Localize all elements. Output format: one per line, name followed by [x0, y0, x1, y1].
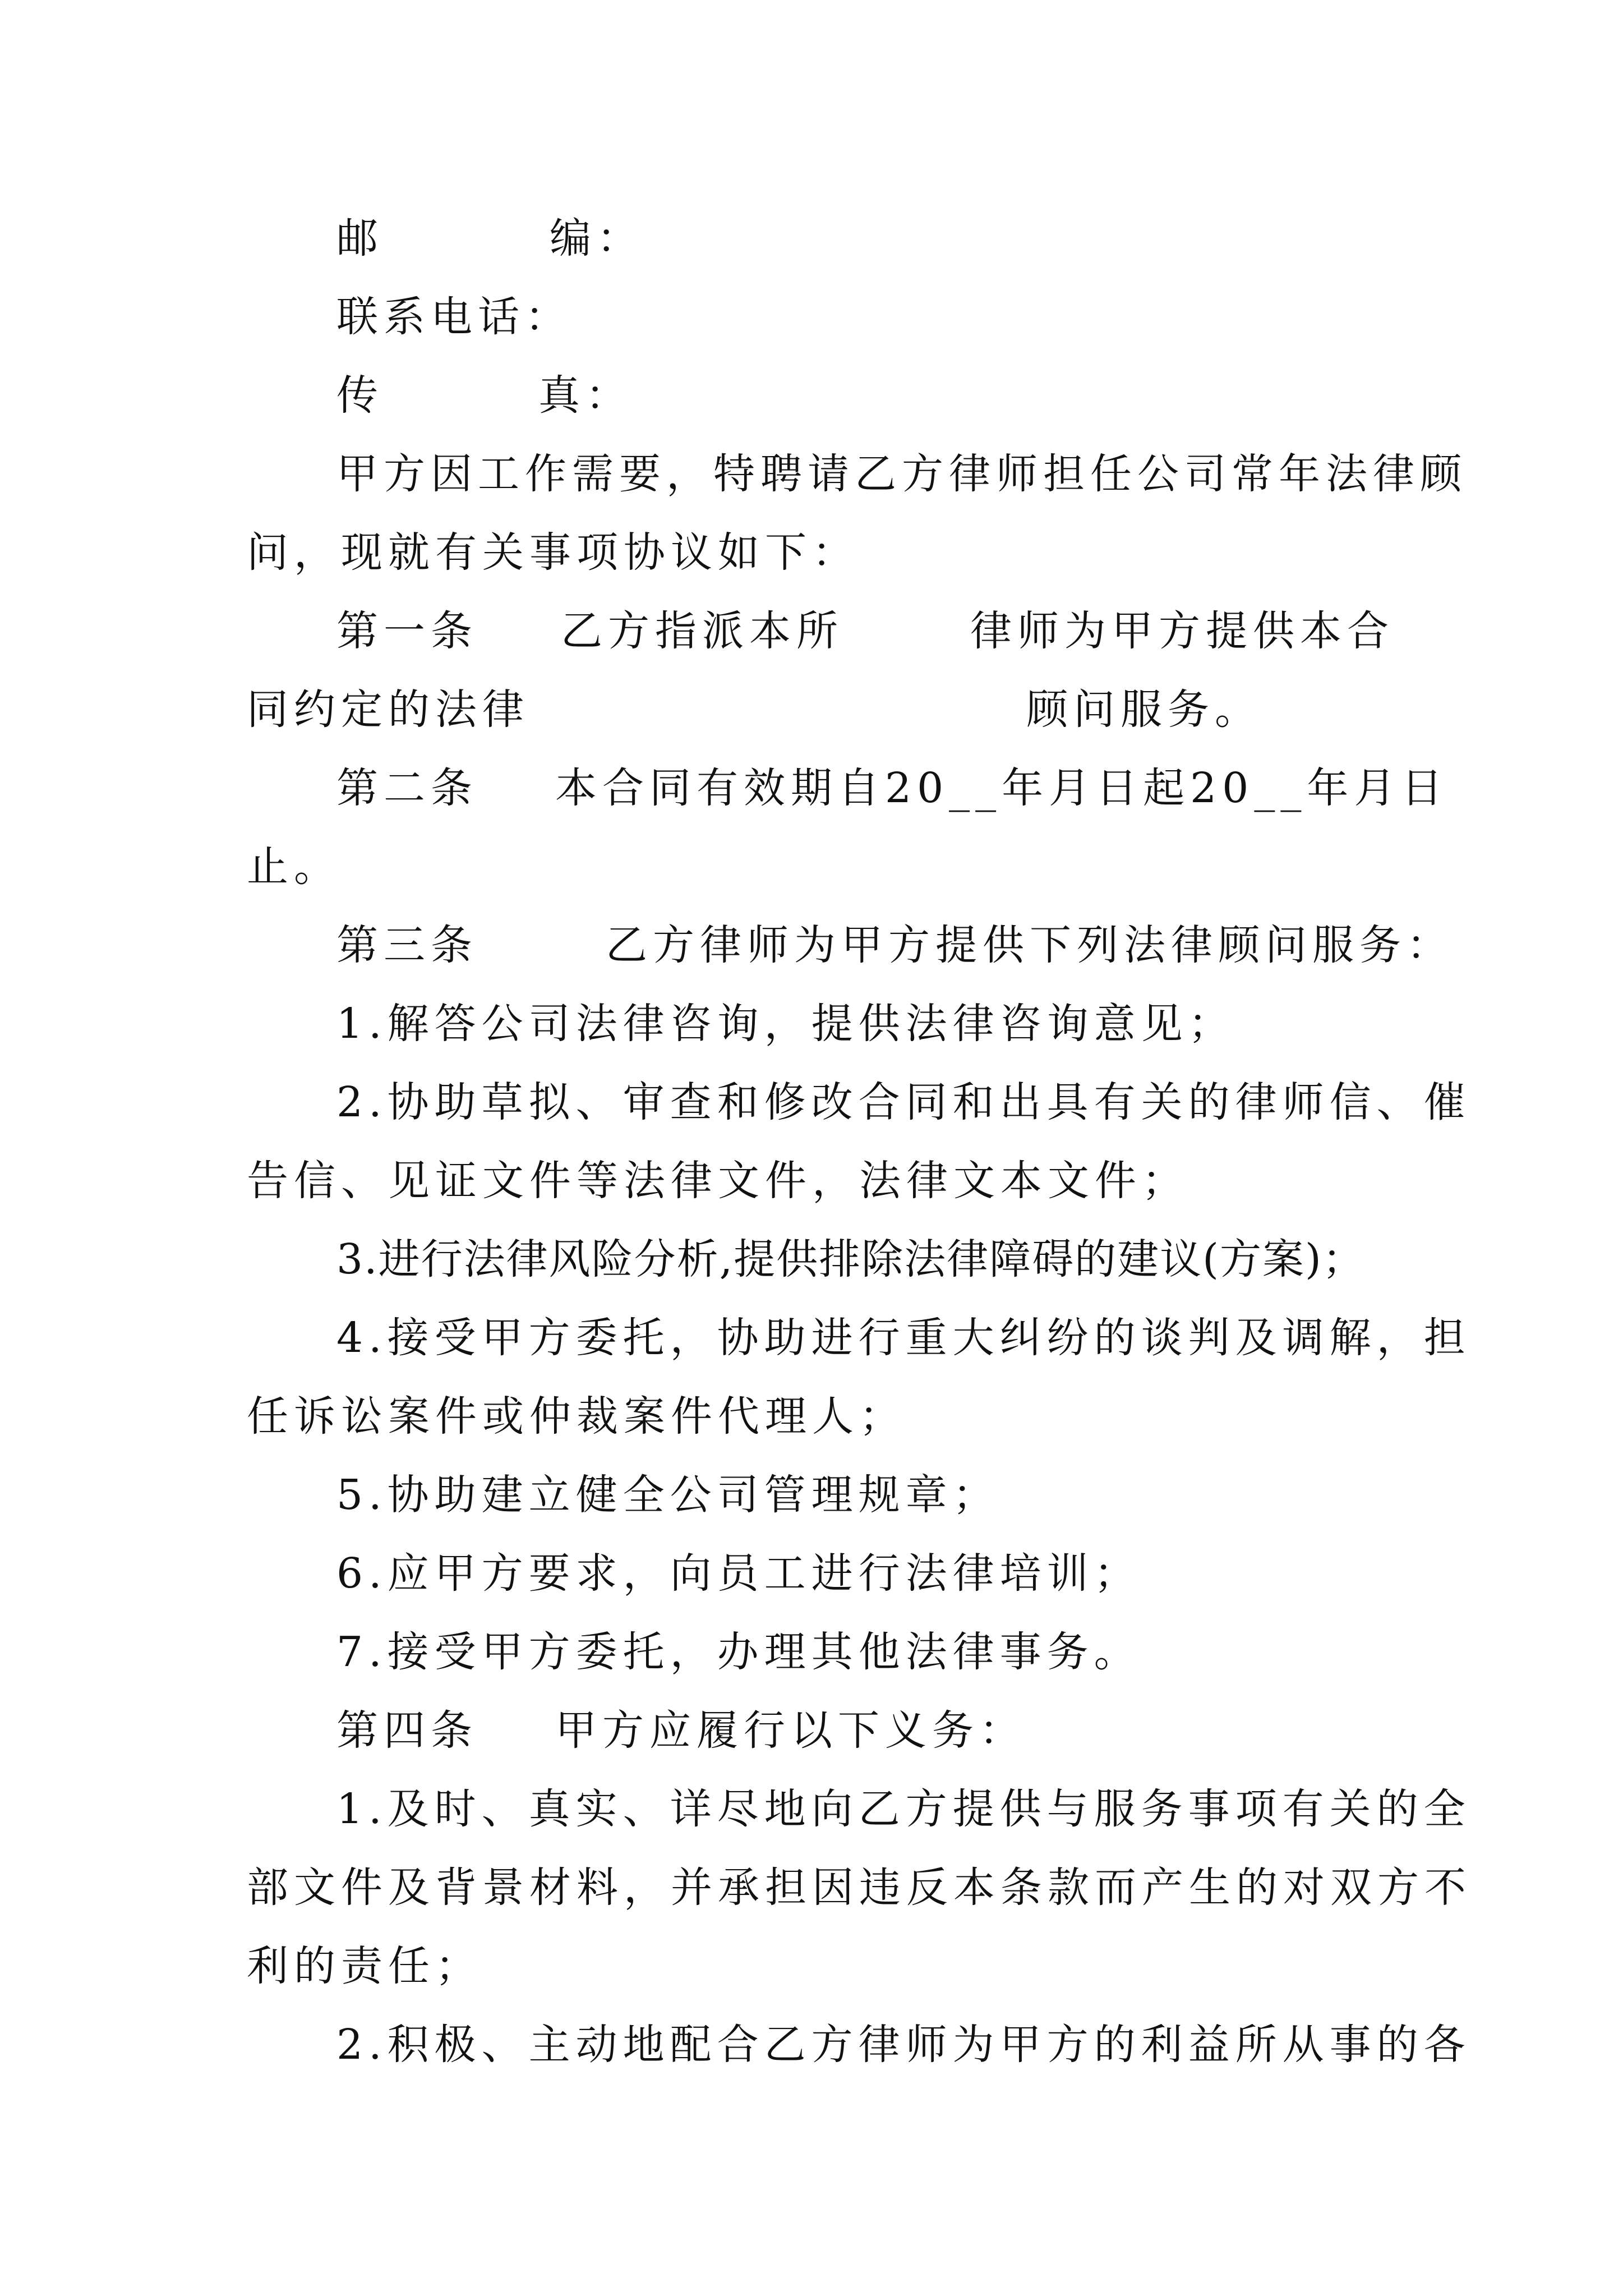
article-1-line-2-a: 同约定的法律 — [247, 685, 529, 734]
article-3-item-4-line-2: 任诉讼案件或仲裁案件代理人； — [247, 1392, 906, 1441]
article-4-text: 甲方应履行以下义务： — [555, 1706, 1026, 1755]
article-3-item-2-line-1: 2.协助草拟、审查和修改合同和出具有关的律师信、催 — [336, 1078, 1471, 1126]
article-3-text: 乙方律师为甲方提供下列法律顾问服务： — [606, 921, 1454, 969]
article-4-item-2-line-1: 2.积极、主动地配合乙方律师为甲方的利益所从事的各 — [336, 2021, 1471, 2069]
postcode-label-part2: 编： — [550, 214, 644, 263]
article-3-title: 第三条 — [336, 921, 478, 969]
article-3-item-7: 7.接受甲方委托，办理其他法律事务。 — [336, 1628, 1141, 1676]
article-4-item-1-line-1: 1.及时、真实、详尽地向乙方提供与服务事项有关的全 — [336, 1785, 1471, 1833]
postcode-label-part1: 邮 — [336, 214, 384, 263]
phone-label: 联系电话： — [336, 293, 572, 341]
article-4-item-1-line-3: 利的责任； — [247, 1942, 482, 1990]
article-2-line-2: 止。 — [247, 843, 341, 891]
intro-line-1: 甲方因工作需要，特聘请乙方律师担任公司常年法律顾 — [336, 450, 1467, 498]
article-1-text-a: 乙方指派本所 — [561, 607, 843, 655]
article-2-text: 本合同有效期自20__年月日起20__年月日 — [555, 764, 1449, 812]
article-1-line-2-b: 顾问服务。 — [1026, 685, 1262, 734]
article-3-item-6: 6.应甲方要求，向员工进行法律培训； — [336, 1549, 1141, 1598]
article-4-title: 第四条 — [336, 1706, 478, 1755]
fax-label-part1: 传 — [336, 371, 384, 420]
article-3-item-2-line-2: 告信、见证文件等法律文件，法律文本文件； — [247, 1157, 1189, 1205]
article-1-text-b: 律师为甲方提供本合 — [970, 607, 1394, 655]
article-4-item-1-line-2: 部文件及背景材料，并承担因违反本条款而产生的对双方不 — [247, 1864, 1472, 1912]
fax-label-part2: 真： — [538, 371, 633, 420]
article-2-title: 第二条 — [336, 764, 478, 812]
article-3-item-3: 3.进行法律风险分析,提供排除法律障碍的建议(方案)； — [336, 1235, 1365, 1283]
article-3-item-1: 1.解答公司法律咨询，提供法律咨询意见； — [336, 1000, 1235, 1048]
intro-line-2: 问，现就有关事项协议如下： — [247, 528, 859, 577]
article-1-title: 第一条 — [336, 607, 478, 655]
article-3-item-4-line-1: 4.接受甲方委托，协助进行重大纠纷的谈判及调解，担 — [336, 1314, 1471, 1362]
article-3-item-5: 5.协助建立健全公司管理规章； — [336, 1471, 1000, 1519]
